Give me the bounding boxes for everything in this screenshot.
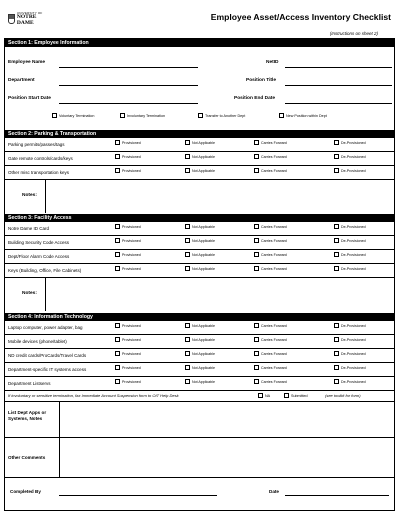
status-option[interactable] xyxy=(115,252,141,257)
position-start-label: Position Start Date xyxy=(8,96,51,101)
status-option[interactable] xyxy=(185,168,215,173)
date-field[interactable] xyxy=(285,495,389,496)
section3-header: Section 3: Facility Access xyxy=(5,214,394,222)
status-option-label: Provisioned xyxy=(122,140,141,145)
checkbox-icon[interactable] xyxy=(254,337,259,342)
checkbox-icon[interactable] xyxy=(334,154,339,159)
status-option[interactable] xyxy=(254,154,287,159)
status-option-label: Provisioned xyxy=(122,351,141,356)
status-option[interactable] xyxy=(254,168,287,173)
status-option[interactable] xyxy=(254,224,287,229)
dept-apps-label: List Dept Apps or Systems, Notes xyxy=(8,410,47,421)
checkbox-icon[interactable] xyxy=(185,224,190,229)
status-option[interactable] xyxy=(115,351,141,356)
status-option[interactable] xyxy=(334,337,366,342)
other-comments-row xyxy=(5,438,394,478)
status-option-label: De-Provisioned xyxy=(341,365,366,370)
status-option-label: Not Applicable xyxy=(192,337,215,342)
checkbox-icon[interactable] xyxy=(185,365,190,370)
status-option[interactable] xyxy=(254,379,287,384)
checkbox-icon[interactable] xyxy=(254,379,259,384)
status-option[interactable] xyxy=(254,266,287,271)
checkbox-icon[interactable] xyxy=(254,140,259,145)
status-option-label: Provisioned xyxy=(122,323,141,328)
position-title-label: Position Title xyxy=(246,78,277,83)
status-option-label: Carries Forward xyxy=(261,238,287,243)
status-option[interactable] xyxy=(185,266,215,271)
section2-header: Section 2: Parking & Transportation xyxy=(5,130,394,138)
status-option[interactable] xyxy=(115,140,141,145)
document-title: Employee Asset/Access Inventory Checklist xyxy=(210,12,391,22)
it-row xyxy=(5,377,394,391)
status-option-label: Provisioned xyxy=(122,379,141,384)
it-item-label: Department Listservs xyxy=(8,381,51,386)
facility-item-label: Keys (Building, Office, File Cabinets) xyxy=(8,268,82,273)
status-option-label: De-Provisioned xyxy=(341,252,366,257)
checkbox-icon[interactable] xyxy=(185,323,190,328)
status-option-label: Provisioned xyxy=(122,266,141,271)
checkbox-icon[interactable] xyxy=(334,379,339,384)
completed-by-label: Completed By xyxy=(10,489,41,494)
checkbox-icon[interactable] xyxy=(279,113,284,118)
position-title-field[interactable] xyxy=(285,85,392,86)
logo-big-text: NOTRE DAME xyxy=(16,14,37,26)
it-item-label: Mobile devices (phone/tablet) xyxy=(8,339,67,344)
status-option[interactable] xyxy=(115,168,141,173)
submitted-label: Submitted xyxy=(291,393,308,398)
status-option[interactable] xyxy=(254,323,287,328)
employee-name-field[interactable] xyxy=(59,67,198,68)
suspension-submitted[interactable] xyxy=(284,393,308,398)
status-option[interactable] xyxy=(185,238,215,243)
reason-new-position[interactable] xyxy=(279,113,327,118)
status-option[interactable] xyxy=(334,224,366,229)
status-option-label: Provisioned xyxy=(122,168,141,173)
status-option[interactable] xyxy=(185,154,215,159)
status-option[interactable] xyxy=(334,252,366,257)
checkbox-icon[interactable] xyxy=(254,168,259,173)
completed-by-field[interactable] xyxy=(59,495,217,496)
checkbox-icon[interactable] xyxy=(334,337,339,342)
checkbox-icon[interactable] xyxy=(254,154,259,159)
status-option[interactable] xyxy=(115,238,141,243)
status-option-label: Not Applicable xyxy=(192,238,215,243)
status-option[interactable] xyxy=(254,252,287,257)
checkbox-icon[interactable] xyxy=(284,393,289,398)
reason-transfer[interactable] xyxy=(198,113,245,118)
status-option-label: Provisioned xyxy=(122,154,141,159)
status-option-label: Not Applicable xyxy=(192,266,215,271)
university-logo xyxy=(8,12,54,26)
status-option[interactable] xyxy=(115,379,141,384)
status-option-label: De-Provisioned xyxy=(341,224,366,229)
suspension-na[interactable] xyxy=(258,393,270,398)
checkbox-icon[interactable] xyxy=(334,323,339,328)
status-option-label: De-Provisioned xyxy=(341,323,366,328)
status-option[interactable] xyxy=(254,238,287,243)
facility-item-label: Building Security Code Access xyxy=(8,240,70,245)
status-option-label: De-Provisioned xyxy=(341,238,366,243)
checkbox-icon[interactable] xyxy=(115,323,120,328)
status-option-label: Provisioned xyxy=(122,337,141,342)
facility-row xyxy=(5,264,394,278)
checkbox-icon[interactable] xyxy=(254,351,259,356)
checkbox-icon[interactable] xyxy=(254,323,259,328)
facility-row xyxy=(5,236,394,250)
na-label: NA xyxy=(265,393,271,398)
position-end-label: Position End Date xyxy=(234,96,276,101)
status-option[interactable] xyxy=(185,337,215,342)
parking-row xyxy=(5,138,394,152)
position-end-field[interactable] xyxy=(285,103,392,104)
status-option-label: Carries Forward xyxy=(261,365,287,370)
position-start-field[interactable] xyxy=(59,103,198,104)
section2-notes-label: Notes: xyxy=(22,193,37,198)
status-option-label: Carries Forward xyxy=(261,323,287,328)
status-option-label: Carries Forward xyxy=(261,168,287,173)
status-option-label: De-Provisioned xyxy=(341,140,366,145)
checkbox-icon[interactable] xyxy=(115,252,120,257)
status-option[interactable] xyxy=(334,365,366,370)
it-row xyxy=(5,363,394,377)
status-option[interactable] xyxy=(185,379,215,384)
checkbox-icon[interactable] xyxy=(115,238,120,243)
reason-label: Voluntary Termination xyxy=(59,113,95,118)
checkbox-icon[interactable] xyxy=(185,154,190,159)
section3-notes-label: Notes: xyxy=(22,291,37,296)
status-option-label: Provisioned xyxy=(122,252,141,257)
it-row xyxy=(5,349,394,363)
status-option[interactable] xyxy=(185,351,215,356)
status-option[interactable] xyxy=(115,266,141,271)
checkbox-icon[interactable] xyxy=(254,365,259,370)
checkbox-icon[interactable] xyxy=(185,252,190,257)
status-option-label: Carries Forward xyxy=(261,266,287,271)
checkbox-icon[interactable] xyxy=(115,140,120,145)
reason-label: Involuntary Termination xyxy=(127,113,166,118)
status-option[interactable] xyxy=(254,140,287,145)
status-option-label: Not Applicable xyxy=(192,379,215,384)
it-item-label: Department-specific IT systems access xyxy=(8,367,87,372)
status-option[interactable] xyxy=(334,351,366,356)
checkbox-icon[interactable] xyxy=(334,224,339,229)
completed-by-row xyxy=(5,478,394,511)
status-option-label: Carries Forward xyxy=(261,337,287,342)
checkbox-icon[interactable] xyxy=(254,266,259,271)
facility-row xyxy=(5,222,394,236)
status-option-label: Carries Forward xyxy=(261,252,287,257)
status-option[interactable] xyxy=(254,365,287,370)
status-option[interactable] xyxy=(185,252,215,257)
status-option[interactable] xyxy=(185,224,215,229)
checkbox-icon[interactable] xyxy=(334,365,339,370)
checkbox-icon[interactable] xyxy=(185,238,190,243)
suspension-note: If involuntary or sensitive termination, fax Immediate Account Suspension form to OIT Help Desk xyxy=(8,393,179,398)
status-option-label: De-Provisioned xyxy=(341,266,366,271)
checkbox-icon[interactable] xyxy=(254,224,259,229)
checkbox-icon[interactable] xyxy=(198,113,203,118)
status-option[interactable] xyxy=(254,351,287,356)
status-option-label: Carries Forward xyxy=(261,351,287,356)
checklist-form xyxy=(4,38,395,511)
checkbox-icon[interactable] xyxy=(334,140,339,145)
checkbox-icon[interactable] xyxy=(334,266,339,271)
it-item-label: Laptop computer, power adapter, bag xyxy=(8,325,83,330)
status-option[interactable] xyxy=(185,365,215,370)
status-option-label: Carries Forward xyxy=(261,154,287,159)
checkbox-icon[interactable] xyxy=(115,154,120,159)
department-label: Department xyxy=(8,78,35,83)
checkbox-icon[interactable] xyxy=(334,351,339,356)
checkbox-icon[interactable] xyxy=(334,252,339,257)
employee-name-label: Employee Name xyxy=(8,60,46,65)
checkbox-icon[interactable] xyxy=(52,113,57,118)
checkbox-icon[interactable] xyxy=(115,337,120,342)
checkbox-icon[interactable] xyxy=(334,238,339,243)
status-option[interactable] xyxy=(254,337,287,342)
reason-label: Transfer to Another Dept xyxy=(205,113,246,118)
status-option-label: Not Applicable xyxy=(192,140,215,145)
checkbox-icon[interactable] xyxy=(115,266,120,271)
facility-item-label: Notre Dame ID Card xyxy=(8,226,50,231)
status-option-label: Provisioned xyxy=(122,224,141,229)
checkbox-icon[interactable] xyxy=(185,266,190,271)
instructions-note: (Instructions on sheet 2) xyxy=(329,31,378,36)
checkbox-icon[interactable] xyxy=(115,224,120,229)
status-option-label: Carries Forward xyxy=(261,140,287,145)
reason-involuntary[interactable] xyxy=(120,113,165,118)
status-option-label: Not Applicable xyxy=(192,365,215,370)
department-field[interactable] xyxy=(59,85,198,86)
checkbox-icon[interactable] xyxy=(120,113,125,118)
status-option-label: Not Applicable xyxy=(192,323,215,328)
checkbox-icon[interactable] xyxy=(185,337,190,342)
it-row xyxy=(5,335,394,349)
checkbox-icon[interactable] xyxy=(115,379,120,384)
checkbox-icon[interactable] xyxy=(185,140,190,145)
checkbox-icon[interactable] xyxy=(185,379,190,384)
checkbox-icon[interactable] xyxy=(185,351,190,356)
checkbox-icon[interactable] xyxy=(115,168,120,173)
checkbox-icon[interactable] xyxy=(115,365,120,370)
it-item-label: ND credit cards/ProCards/Travel Cards xyxy=(8,353,87,358)
status-option-label: De-Provisioned xyxy=(341,154,366,159)
status-option-label: Not Applicable xyxy=(192,351,215,356)
parking-item-label: Other misc transportation keys xyxy=(8,170,70,175)
section1-header: Section 1: Employee Information xyxy=(5,39,394,47)
status-option-label: Carries Forward xyxy=(261,379,287,384)
status-option[interactable] xyxy=(115,337,141,342)
date-label: Date xyxy=(269,489,279,494)
checkbox-icon[interactable] xyxy=(254,252,259,257)
dept-apps-row xyxy=(5,401,394,438)
status-option-label: Not Applicable xyxy=(192,252,215,257)
toolkit-note: (see toolkit for form) xyxy=(325,393,361,398)
status-option[interactable] xyxy=(334,379,366,384)
status-option-label: Provisioned xyxy=(122,238,141,243)
facility-item-label: Dept/Floor Alarm Code Access xyxy=(8,254,70,259)
netid-field[interactable] xyxy=(285,67,392,68)
status-option[interactable] xyxy=(334,168,366,173)
it-row xyxy=(5,321,394,335)
checkbox-icon[interactable] xyxy=(334,168,339,173)
status-option-label: De-Provisioned xyxy=(341,168,366,173)
parking-row xyxy=(5,166,394,180)
status-option[interactable] xyxy=(185,140,215,145)
status-option[interactable] xyxy=(334,154,366,159)
status-option[interactable] xyxy=(334,140,366,145)
parking-item-label: Gate remote controls/cards/keys xyxy=(8,156,73,161)
other-comments-label: Other Comments xyxy=(8,455,46,460)
parking-row xyxy=(5,152,394,166)
status-option-label: Not Applicable xyxy=(192,224,215,229)
checkbox-icon[interactable] xyxy=(254,238,259,243)
reason-label: New Position within Dept xyxy=(286,113,327,118)
status-option-label: De-Provisioned xyxy=(341,337,366,342)
checkbox-icon[interactable] xyxy=(258,393,263,398)
shield-icon xyxy=(8,14,15,24)
status-option[interactable] xyxy=(334,238,366,243)
checkbox-icon[interactable] xyxy=(185,168,190,173)
status-option[interactable] xyxy=(185,323,215,328)
netid-label: NetID xyxy=(266,60,279,65)
status-option-label: Not Applicable xyxy=(192,154,215,159)
section4-header: Section 4: Information Technology xyxy=(5,313,394,321)
status-option[interactable] xyxy=(115,323,141,328)
status-option[interactable] xyxy=(115,154,141,159)
checkbox-icon[interactable] xyxy=(115,351,120,356)
status-option-label: Not Applicable xyxy=(192,168,215,173)
status-option[interactable] xyxy=(115,365,141,370)
reason-voluntary[interactable] xyxy=(52,113,94,118)
status-option[interactable] xyxy=(334,266,366,271)
status-option-label: De-Provisioned xyxy=(341,351,366,356)
facility-row xyxy=(5,250,394,264)
logo-small-text: UNIVERSITY OF xyxy=(16,11,43,15)
status-option[interactable] xyxy=(334,323,366,328)
status-option-label: Provisioned xyxy=(122,365,141,370)
status-option-label: Carries Forward xyxy=(261,224,287,229)
parking-item-label: Parking permits/passes/tags xyxy=(8,142,65,147)
status-option-label: De-Provisioned xyxy=(341,379,366,384)
status-option[interactable] xyxy=(115,224,141,229)
